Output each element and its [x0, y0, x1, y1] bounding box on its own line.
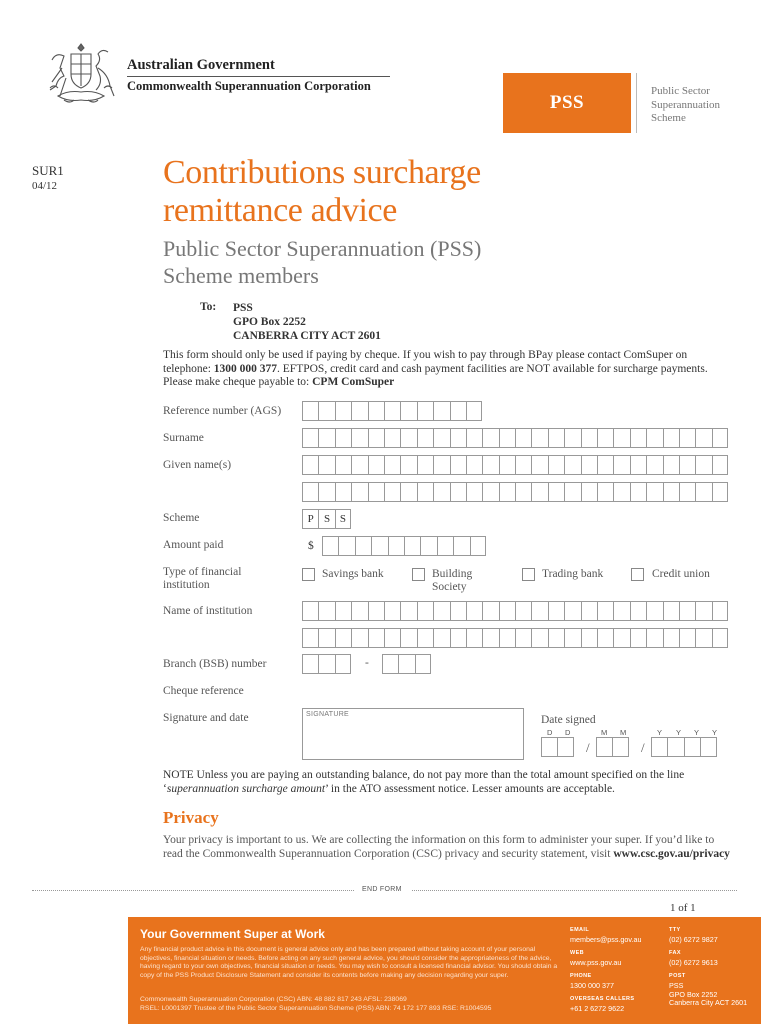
character-cell[interactable] [433, 628, 449, 648]
character-cell[interactable] [351, 628, 367, 648]
character-cell[interactable] [415, 654, 431, 674]
character-cell[interactable] [400, 482, 416, 502]
character-cell[interactable] [548, 428, 564, 448]
credit-union-label: Credit union [652, 568, 710, 580]
character-cell[interactable] [368, 428, 384, 448]
character-cell[interactable] [663, 428, 679, 448]
character-cell[interactable] [400, 401, 416, 421]
building-society-checkbox[interactable] [412, 568, 425, 581]
character-cell[interactable] [531, 428, 547, 448]
date-day-input[interactable] [541, 737, 574, 757]
character-cell[interactable] [368, 628, 384, 648]
legal-line: Commonwealth Superannuation Corporation (CSC) ABN: 48 882 817 243 AFSL: 238069 [140, 996, 407, 1003]
character-cell[interactable] [695, 628, 711, 648]
character-cell[interactable] [433, 601, 449, 621]
character-cell[interactable] [613, 601, 629, 621]
label-line: institution [163, 579, 210, 591]
cheque-payee: CPM ComSuper [312, 376, 395, 388]
privacy-text: Your privacy is important to us. We are collecting the information on this form to administer your super. If you’d like to read the Commonwealth Superannuation Corporation (CSC) privacy and security statement, visit [163, 834, 715, 860]
character-cell[interactable] [695, 428, 711, 448]
character-cell[interactable] [712, 428, 728, 448]
date-hint: M [620, 728, 627, 737]
character-cell[interactable] [466, 628, 482, 648]
fax-value: (02) 6272 9613 [669, 958, 718, 967]
character-cell[interactable] [335, 401, 351, 421]
scheme-name [651, 85, 761, 126]
given-names-label: Given name(s) [163, 459, 232, 471]
comsuper-phone: 1300 000 377 [213, 362, 278, 375]
character-cell[interactable] [351, 428, 367, 448]
character-cell[interactable] [433, 401, 449, 421]
subtitle-line: Public Sector Superannuation (PSS) [163, 236, 482, 261]
privacy-link[interactable]: www.csc.gov.au/privacy [613, 847, 730, 860]
character-cell[interactable] [335, 455, 351, 475]
character-cell[interactable] [302, 401, 318, 421]
given-names-input[interactable] [302, 455, 728, 475]
character-cell[interactable] [368, 482, 384, 502]
character-cell[interactable] [597, 628, 613, 648]
character-cell[interactable] [404, 536, 420, 556]
bsb-input-part2[interactable] [382, 654, 431, 674]
character-cell[interactable] [564, 628, 580, 648]
character-cell[interactable] [597, 601, 613, 621]
character-cell[interactable] [581, 601, 597, 621]
reference-label: Reference number (AGS) [163, 405, 282, 417]
character-cell[interactable] [417, 482, 433, 502]
character-cell[interactable] [318, 428, 334, 448]
post-line: GPO Box 2252 [669, 989, 718, 999]
badge-divider [636, 73, 637, 133]
character-cell[interactable] [302, 628, 318, 648]
character-cell[interactable] [679, 428, 695, 448]
surname-input[interactable] [302, 428, 728, 448]
tty-key: TTY [669, 927, 681, 933]
character-cell[interactable] [351, 601, 367, 621]
character-cell[interactable] [515, 428, 531, 448]
character-cell[interactable] [646, 455, 662, 475]
intro-text: . EFTPOS, credit card and cash payment facilities are NOT available for surcharge payments. Please make cheque payable to: [163, 362, 708, 388]
character-cell[interactable] [466, 428, 482, 448]
character-cell[interactable] [499, 628, 515, 648]
character-cell[interactable] [613, 428, 629, 448]
overseas-key: OVERSEAS CALLERS [570, 996, 635, 1002]
character-cell[interactable] [548, 601, 564, 621]
date-hint: D [547, 728, 553, 737]
footer-heading: Your Government Super at Work [140, 927, 325, 941]
signature-date-label: Signature and date [163, 712, 249, 724]
character-cell[interactable] [384, 428, 400, 448]
character-cell[interactable] [700, 737, 716, 757]
institution-type-label [163, 566, 241, 592]
character-cell[interactable] [466, 401, 482, 421]
form-code: SUR1 [32, 163, 64, 178]
character-cell[interactable] [667, 737, 683, 757]
character-cell[interactable] [596, 737, 612, 757]
character-cell[interactable] [597, 482, 613, 502]
scheme-cells [302, 509, 351, 529]
character-cell[interactable] [384, 401, 400, 421]
character-cell[interactable] [531, 482, 547, 502]
savings-bank-checkbox[interactable] [302, 568, 315, 581]
date-year-input[interactable] [651, 737, 717, 757]
post-key: POST [669, 973, 686, 979]
character-cell[interactable] [382, 654, 398, 674]
scheme-cell: P [302, 509, 318, 529]
pss-badge: PSS [503, 73, 631, 133]
note-emphasis: superannuation surcharge amount [166, 782, 326, 795]
given-names-input-line2[interactable] [302, 482, 728, 502]
end-form-rule [412, 890, 737, 891]
page-number: 1 of 1 [670, 902, 696, 914]
character-cell[interactable] [368, 401, 384, 421]
title-line: Contributions surcharge [163, 154, 481, 191]
character-cell[interactable] [335, 482, 351, 502]
character-cell[interactable] [597, 428, 613, 448]
character-cell[interactable] [384, 455, 400, 475]
character-cell[interactable] [420, 536, 436, 556]
character-cell[interactable] [371, 536, 387, 556]
label-line: Society [432, 581, 467, 593]
character-cell[interactable] [466, 455, 482, 475]
character-cell[interactable] [335, 654, 351, 674]
character-cell[interactable] [515, 455, 531, 475]
subtitle-line: Scheme members [163, 263, 319, 288]
amount-label: Amount paid [163, 539, 224, 551]
character-cell[interactable] [684, 737, 700, 757]
date-hint: Y [712, 728, 718, 737]
character-cell[interactable] [612, 737, 628, 757]
phone-value: 1300 000 377 [570, 981, 614, 990]
note-text: NOTE Unless you are paying an outstanding balance, do not pay more than the total amount specified on the line ‘ [163, 769, 685, 795]
scheme-name-line: Superannuation [651, 98, 721, 111]
character-cell[interactable] [453, 536, 469, 556]
character-cell[interactable] [351, 401, 367, 421]
character-cell[interactable] [384, 601, 400, 621]
amount-input[interactable] [322, 536, 486, 556]
character-cell[interactable] [482, 601, 498, 621]
character-cell[interactable] [450, 455, 466, 475]
character-cell[interactable] [470, 536, 486, 556]
character-cell[interactable] [630, 455, 646, 475]
address-line: CANBERRA CITY ACT 2601 [233, 330, 381, 342]
character-cell[interactable] [499, 428, 515, 448]
trading-bank-label: Trading bank [542, 568, 604, 580]
date-hint: D [565, 728, 571, 737]
character-cell[interactable] [663, 482, 679, 502]
date-hint: M [601, 728, 608, 737]
character-cell[interactable] [646, 601, 662, 621]
character-cell[interactable] [515, 482, 531, 502]
character-cell[interactable] [450, 482, 466, 502]
scheme-cell: S [335, 509, 351, 529]
character-cell[interactable] [302, 482, 318, 502]
character-cell[interactable] [417, 628, 433, 648]
label-line: Type of financial [163, 566, 242, 578]
phone-key: PHONE [570, 973, 592, 979]
institution-name-input[interactable] [302, 601, 728, 621]
character-cell[interactable] [541, 737, 557, 757]
character-cell[interactable] [679, 482, 695, 502]
character-cell[interactable] [564, 455, 580, 475]
character-cell[interactable] [581, 455, 597, 475]
character-cell[interactable] [548, 455, 564, 475]
character-cell[interactable] [679, 455, 695, 475]
character-cell[interactable] [597, 455, 613, 475]
character-cell[interactable] [695, 601, 711, 621]
character-cell[interactable] [679, 628, 695, 648]
character-cell[interactable] [338, 536, 354, 556]
post-line: PSS [669, 981, 684, 990]
email-key: EMAIL [570, 927, 590, 933]
bsb-separator: - [365, 657, 369, 669]
character-cell[interactable] [548, 482, 564, 502]
character-cell[interactable] [450, 601, 466, 621]
character-cell[interactable] [318, 482, 334, 502]
character-cell[interactable] [581, 428, 597, 448]
character-cell[interactable] [400, 601, 416, 621]
scheme-cell: S [318, 509, 334, 529]
building-society-label [432, 568, 472, 594]
cheque-reference-label: Cheque reference [163, 685, 244, 697]
character-cell[interactable] [712, 482, 728, 502]
privacy-paragraph [163, 834, 733, 861]
scheme-label: Scheme [163, 512, 200, 524]
character-cell[interactable] [613, 628, 629, 648]
footer-legal [140, 996, 560, 1013]
character-cell[interactable] [651, 737, 667, 757]
character-cell[interactable] [663, 628, 679, 648]
bsb-label: Branch (BSB) number [163, 658, 267, 670]
character-cell[interactable] [482, 428, 498, 448]
overseas-value: +61 2 6272 9622 [570, 1004, 625, 1013]
character-cell[interactable] [581, 628, 597, 648]
character-cell[interactable] [712, 601, 728, 621]
character-cell[interactable] [613, 482, 629, 502]
date-hint: Y [657, 728, 663, 737]
fax-key: FAX [669, 950, 681, 956]
character-cell[interactable] [564, 428, 580, 448]
character-cell[interactable] [531, 628, 547, 648]
signature-tag: SIGNATURE [306, 711, 350, 718]
character-cell[interactable] [417, 428, 433, 448]
footer-disclaimer: Any financial product advice in this document is general advice only and has been prepared without taking account of your personal objectives, financial situation or needs. Before acting on any such general advice, you should consider the appropriateness of the advice, having regard to your own objectives, financial situation or needs. You may wish to consult a licensed financial advisor. You should obtain a copy of the PSS Product Disclosure Statement and consider its contents before making any decision regarding your super. [140, 946, 558, 980]
character-cell[interactable] [400, 628, 416, 648]
character-cell[interactable] [318, 401, 334, 421]
character-cell[interactable] [531, 601, 547, 621]
address-line: GPO Box 2252 [233, 316, 306, 328]
character-cell[interactable] [663, 455, 679, 475]
page-title [163, 154, 683, 230]
character-cell[interactable] [433, 428, 449, 448]
character-cell[interactable] [515, 601, 531, 621]
character-cell[interactable] [398, 654, 414, 674]
character-cell[interactable] [466, 601, 482, 621]
form-version: 04/12 [32, 180, 58, 192]
date-hint: Y [676, 728, 682, 737]
end-form-label: END FORM [362, 886, 402, 893]
coat-of-arms-icon [44, 40, 118, 110]
character-cell[interactable] [557, 737, 573, 757]
character-cell[interactable] [695, 455, 711, 475]
tty-value: (02) 6272 9827 [669, 935, 718, 944]
web-value[interactable]: www.pss.gov.au [570, 958, 622, 967]
corporation-name: Commonwealth Superannuation Corporation [127, 79, 371, 93]
surname-label: Surname [163, 432, 204, 444]
character-cell[interactable] [335, 428, 351, 448]
web-key: WEB [570, 950, 585, 956]
character-cell[interactable] [564, 601, 580, 621]
scheme-name-line: Scheme [651, 112, 686, 124]
character-cell[interactable] [482, 628, 498, 648]
savings-bank-label: Savings bank [322, 568, 384, 580]
date-month-input[interactable] [596, 737, 629, 757]
intro-paragraph [163, 349, 723, 390]
government-name: Australian Government [127, 57, 275, 73]
end-form-rule [32, 890, 354, 891]
character-cell[interactable] [318, 455, 334, 475]
character-cell[interactable] [322, 536, 338, 556]
currency-symbol: $ [308, 540, 314, 552]
character-cell[interactable] [646, 428, 662, 448]
character-cell[interactable] [499, 482, 515, 502]
reference-number-input[interactable] [302, 401, 482, 421]
character-cell[interactable] [499, 455, 515, 475]
header-divider [127, 76, 390, 77]
character-cell[interactable] [335, 628, 351, 648]
character-cell[interactable] [400, 455, 416, 475]
date-separator: / [641, 740, 645, 755]
bsb-input-part1[interactable] [302, 654, 351, 674]
credit-union-checkbox[interactable] [631, 568, 644, 581]
character-cell[interactable] [318, 601, 334, 621]
character-cell[interactable] [368, 455, 384, 475]
character-cell[interactable] [335, 601, 351, 621]
note-text: ’ in the ATO assessment notice. Lesser amounts are acceptable. [325, 782, 615, 795]
character-cell[interactable] [450, 628, 466, 648]
character-cell[interactable] [630, 601, 646, 621]
character-cell[interactable] [466, 482, 482, 502]
character-cell[interactable] [318, 654, 334, 674]
character-cell[interactable] [630, 428, 646, 448]
date-separator: / [586, 740, 590, 755]
character-cell[interactable] [695, 482, 711, 502]
character-cell[interactable] [351, 482, 367, 502]
legal-line: RSEL: L0001397 Trustee of the Public Sector Superannuation Scheme (PSS) ABN: 74 172 177 893 RSE: R1004595 [140, 1004, 492, 1012]
character-cell[interactable] [613, 455, 629, 475]
character-cell[interactable] [630, 628, 646, 648]
intro-text: This form should only be used if paying by cheque. If you wish to pay through BPay please contact ComSuper on telephone: [163, 349, 688, 375]
character-cell[interactable] [318, 628, 334, 648]
institution-name-input-line2[interactable] [302, 628, 728, 648]
title-line: remittance advice [163, 192, 397, 229]
label-line: Building [432, 568, 473, 580]
address-to-label: To: [200, 301, 217, 313]
character-cell[interactable] [646, 628, 662, 648]
character-cell[interactable] [712, 628, 728, 648]
character-cell[interactable] [679, 601, 695, 621]
character-cell[interactable] [302, 654, 318, 674]
character-cell[interactable] [302, 455, 318, 475]
character-cell[interactable] [417, 601, 433, 621]
post-address [669, 982, 747, 1008]
address-line: PSS [233, 302, 253, 314]
character-cell[interactable] [630, 482, 646, 502]
character-cell[interactable] [482, 455, 498, 475]
date-signed-label: Date signed [541, 714, 596, 726]
character-cell[interactable] [646, 482, 662, 502]
character-cell[interactable] [450, 428, 466, 448]
trading-bank-checkbox[interactable] [522, 568, 535, 581]
character-cell[interactable] [384, 628, 400, 648]
character-cell[interactable] [437, 536, 453, 556]
character-cell[interactable] [351, 455, 367, 475]
mailing-address [233, 301, 381, 343]
character-cell[interactable] [417, 401, 433, 421]
character-cell[interactable] [384, 482, 400, 502]
character-cell[interactable] [663, 601, 679, 621]
character-cell[interactable] [564, 482, 580, 502]
date-hint: Y [694, 728, 700, 737]
character-cell[interactable] [417, 455, 433, 475]
privacy-heading: Privacy [163, 808, 219, 827]
character-cell[interactable] [499, 601, 515, 621]
character-cell[interactable] [302, 601, 318, 621]
character-cell[interactable] [355, 536, 371, 556]
character-cell[interactable] [400, 428, 416, 448]
character-cell[interactable] [531, 455, 547, 475]
scheme-name-line: Public Sector [651, 85, 710, 97]
note-paragraph [163, 769, 733, 796]
email-value[interactable]: members@pss.gov.au [570, 935, 642, 944]
post-line: Canberra City ACT 2601 [669, 998, 748, 1007]
character-cell[interactable] [712, 455, 728, 475]
character-cell[interactable] [388, 536, 404, 556]
character-cell[interactable] [450, 401, 466, 421]
institution-name-label: Name of institution [163, 605, 253, 617]
character-cell[interactable] [433, 455, 449, 475]
character-cell[interactable] [515, 628, 531, 648]
character-cell[interactable] [482, 482, 498, 502]
character-cell[interactable] [368, 601, 384, 621]
character-cell[interactable] [548, 628, 564, 648]
character-cell[interactable] [581, 482, 597, 502]
character-cell[interactable] [302, 428, 318, 448]
character-cell[interactable] [433, 482, 449, 502]
page-subtitle [163, 235, 663, 289]
